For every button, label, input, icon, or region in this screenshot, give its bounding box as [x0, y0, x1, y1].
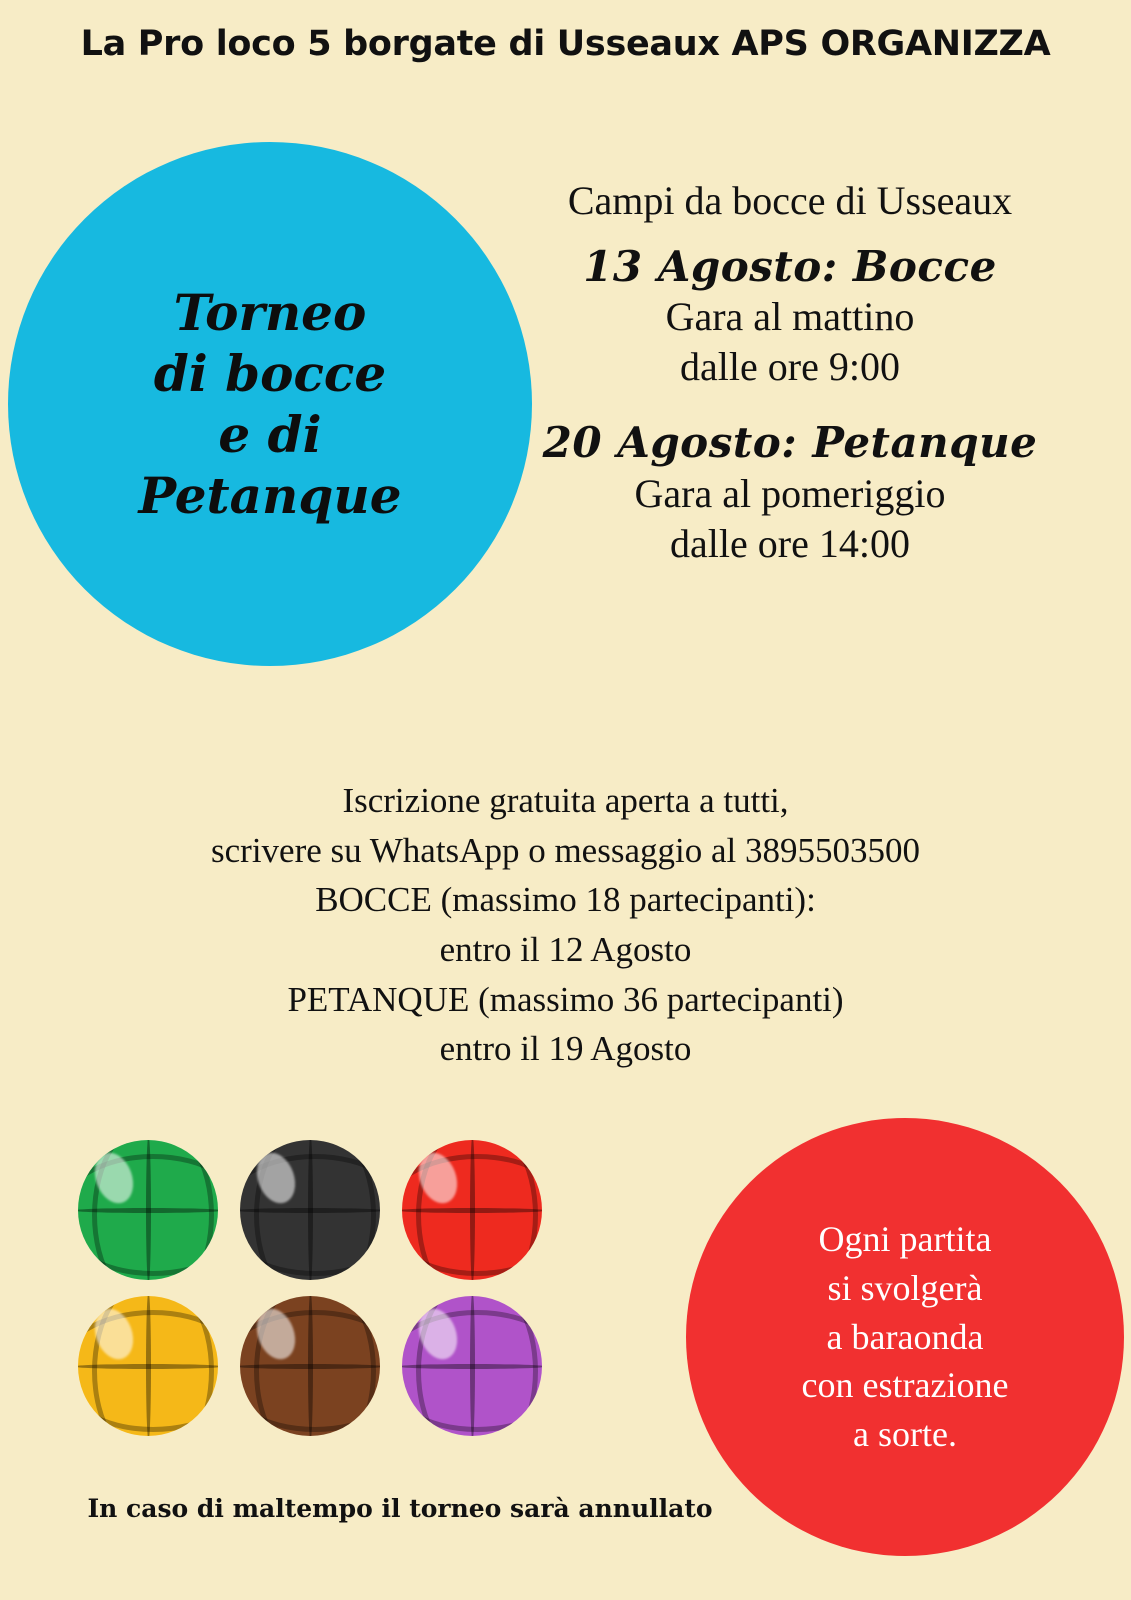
- green-ball-icon: [78, 1140, 218, 1280]
- badge-line-1: Torneo: [173, 283, 367, 342]
- event-2-detail-line2: dalle ore 14:00: [670, 520, 910, 566]
- footer-note: In caso di maltempo il torneo sarà annullato: [87, 1494, 713, 1523]
- tournament-badge: [8, 142, 532, 666]
- brown-ball-icon: [240, 1296, 380, 1436]
- page-title: La Pro loco 5 borgate di Usseaux APS ORGANIZZA: [80, 24, 1051, 64]
- purple-ball-icon: [402, 1296, 542, 1436]
- red-ball-icon: [402, 1140, 542, 1280]
- venue-label: Campi da bocce di Usseaux: [567, 178, 1013, 223]
- event-1-date: 13 Agosto: Bocce: [583, 242, 997, 291]
- info-line-3: BOCCE (massimo 18 partecipanti):: [315, 880, 816, 920]
- yellow-ball-icon: [78, 1296, 218, 1436]
- event-2-detail-line1: Gara al pomeriggio: [634, 470, 946, 516]
- event-1-detail-line1: Gara al mattino: [665, 294, 915, 340]
- event-1-detail-line2: dalle ore 9:00: [680, 344, 900, 390]
- registration-info: [0, 776, 1131, 1074]
- badge-line-3: e di: [218, 405, 322, 464]
- event-2-date: 20 Agosto: Petanque: [542, 418, 1038, 468]
- notice-line-1: Ogni partita: [818, 1218, 992, 1259]
- balls-illustration: [78, 1140, 598, 1452]
- balls-row-bottom: [78, 1296, 598, 1436]
- black-ball-icon: [240, 1140, 380, 1280]
- balls-row-top: [78, 1140, 598, 1280]
- info-line-6: entro il 19 Agosto: [439, 1029, 692, 1069]
- notice-badge: [686, 1118, 1124, 1556]
- notice-line-4: con estrazione: [801, 1365, 1009, 1406]
- badge-line-2: di bocce: [153, 344, 387, 403]
- notice-line-3: a baraonda: [826, 1316, 984, 1357]
- notice-line-2: si svolgerà: [827, 1267, 983, 1308]
- info-line-4: entro il 12 Agosto: [439, 930, 692, 970]
- info-line-1: Iscrizione gratuita aperta a tutti,: [342, 781, 789, 820]
- notice-line-5: a sorte.: [853, 1414, 957, 1455]
- schedule-divider: [470, 392, 1110, 418]
- badge-line-4: Petanque: [138, 466, 402, 525]
- info-line-2: scrivere su WhatsApp o messaggio al 3895503500: [211, 830, 920, 870]
- info-line-5: PETANQUE (massimo 36 partecipanti): [287, 979, 844, 1019]
- schedule-block: [470, 178, 1110, 569]
